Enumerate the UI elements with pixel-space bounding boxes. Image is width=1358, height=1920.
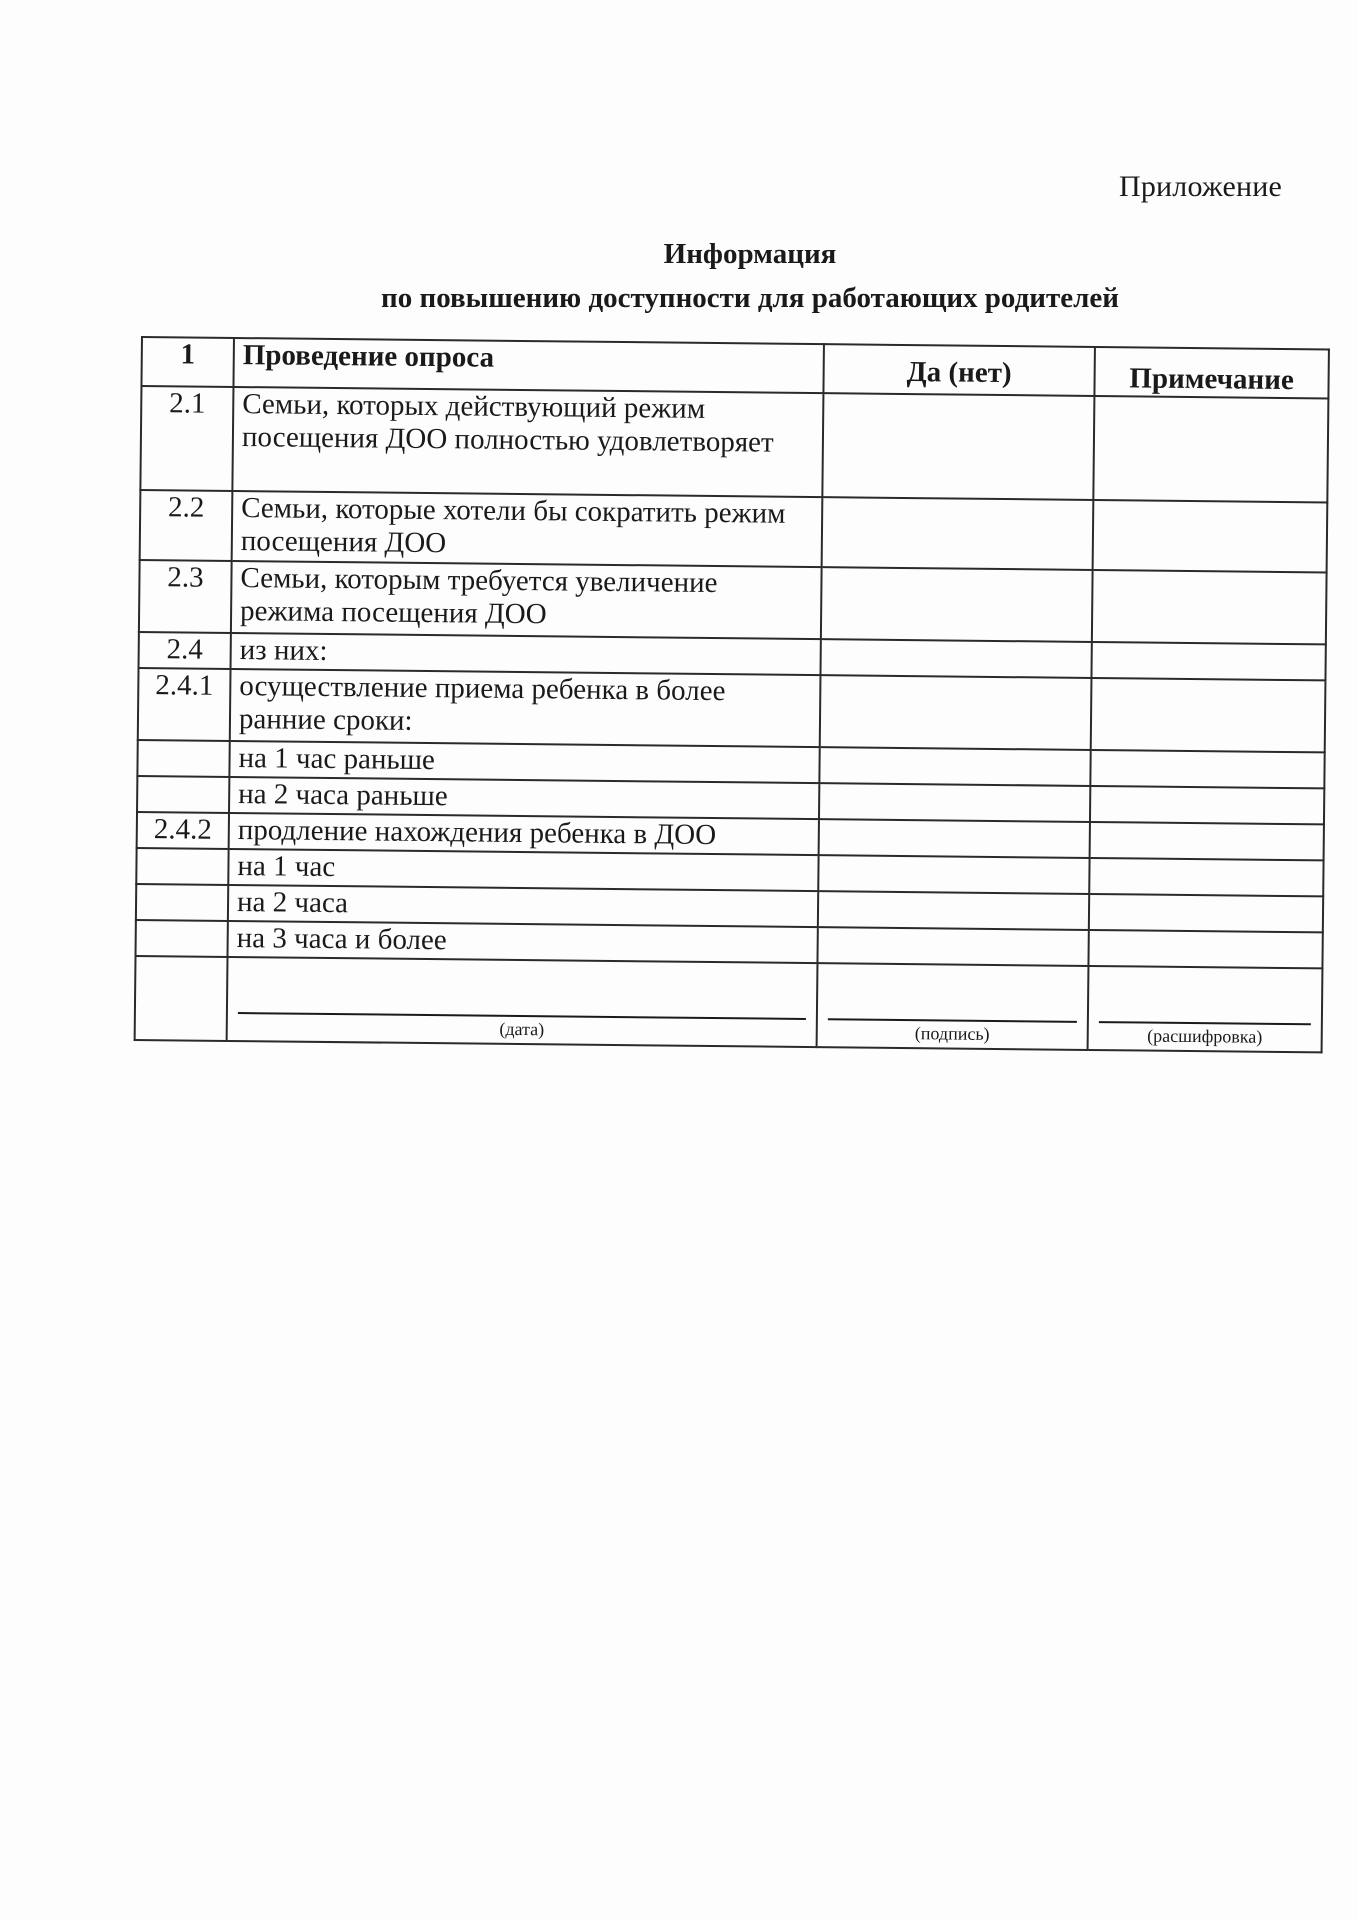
row-number: 2.2 bbox=[140, 490, 233, 561]
row-number: 2.4.2 bbox=[137, 812, 229, 849]
document-title-block bbox=[140, 232, 1358, 320]
table-row bbox=[138, 668, 1326, 752]
answer-cell[interactable] bbox=[819, 819, 1090, 858]
answer-cell[interactable] bbox=[822, 393, 1094, 500]
table-row bbox=[140, 490, 1328, 572]
row-text: на 1 час bbox=[228, 849, 818, 891]
note-cell[interactable] bbox=[1089, 858, 1323, 896]
decoding-cell[interactable] bbox=[1088, 966, 1323, 1052]
date-caption: (дата) bbox=[499, 1018, 545, 1040]
table-row bbox=[139, 560, 1327, 644]
answer-cell[interactable] bbox=[819, 783, 1090, 822]
answer-cell[interactable] bbox=[821, 567, 1093, 642]
note-cell[interactable] bbox=[1090, 786, 1324, 824]
row-text: на 2 часа bbox=[228, 885, 818, 927]
row-number bbox=[137, 740, 229, 777]
answer-cell[interactable] bbox=[818, 855, 1089, 894]
note-cell[interactable] bbox=[1093, 500, 1328, 572]
row-text: Семьи, которых действующий режим посещения ДОО полностью удовлетворяет bbox=[232, 387, 823, 497]
row-number bbox=[136, 884, 228, 921]
table-row bbox=[140, 386, 1328, 502]
note-cell[interactable] bbox=[1093, 396, 1328, 502]
row-text: на 1 час раньше bbox=[229, 741, 819, 783]
row-text: на 2 часа раньше bbox=[229, 777, 819, 819]
row-text: из них: bbox=[231, 633, 821, 675]
signature-empty-cell bbox=[135, 956, 228, 1041]
answer-cell[interactable] bbox=[819, 747, 1090, 786]
row-number: 2.1 bbox=[140, 386, 233, 491]
row-text: Семьи, которым требуется увеличение режима посещения ДОО bbox=[231, 561, 822, 639]
note-cell[interactable] bbox=[1090, 822, 1324, 860]
answer-cell[interactable] bbox=[820, 675, 1092, 750]
row-number bbox=[136, 920, 228, 957]
answer-cell[interactable] bbox=[818, 891, 1089, 930]
row-text: Семьи, которые хотели бы сократить режим посещения ДОО bbox=[232, 491, 823, 567]
column-header-note: Примечание bbox=[1094, 347, 1329, 398]
column-header-survey: Проведение опроса bbox=[233, 338, 823, 393]
row-number: 2.4 bbox=[139, 632, 231, 669]
note-cell[interactable] bbox=[1090, 750, 1324, 788]
appendix-label: Приложение bbox=[1118, 170, 1282, 203]
row-text: на 3 часа и более bbox=[228, 921, 818, 963]
row-number bbox=[137, 776, 229, 813]
row-number: 2.3 bbox=[139, 560, 232, 633]
note-cell[interactable] bbox=[1092, 570, 1327, 644]
survey-table bbox=[134, 336, 1330, 1053]
note-cell[interactable] bbox=[1091, 678, 1326, 752]
signature-caption: (подпись) bbox=[914, 1023, 990, 1044]
answer-cell[interactable] bbox=[817, 927, 1088, 966]
note-cell[interactable] bbox=[1089, 894, 1323, 932]
note-cell[interactable] bbox=[1091, 642, 1325, 680]
answer-cell[interactable] bbox=[820, 639, 1091, 678]
column-header-answer: Да (нет) bbox=[823, 344, 1094, 396]
survey-table-wrapper bbox=[134, 336, 1328, 1053]
date-cell[interactable] bbox=[227, 957, 818, 1047]
document-subtitle: по повышению доступности для работающих родителей bbox=[381, 282, 1119, 314]
row-text: продление нахождения ребенка в ДОО bbox=[229, 813, 819, 855]
row-text: осуществление приема ребенка в более ранние сроки: bbox=[230, 669, 821, 747]
row-number: 2.4.1 bbox=[138, 668, 231, 741]
column-header-number: 1 bbox=[141, 337, 234, 387]
decoding-caption: (расшифровка) bbox=[1147, 1025, 1263, 1047]
answer-cell[interactable] bbox=[822, 497, 1094, 570]
row-number bbox=[136, 848, 228, 885]
signature-cell[interactable] bbox=[817, 963, 1089, 1050]
note-cell[interactable] bbox=[1088, 930, 1322, 968]
document-title: Информация bbox=[663, 238, 837, 270]
signature-row bbox=[135, 956, 1323, 1052]
